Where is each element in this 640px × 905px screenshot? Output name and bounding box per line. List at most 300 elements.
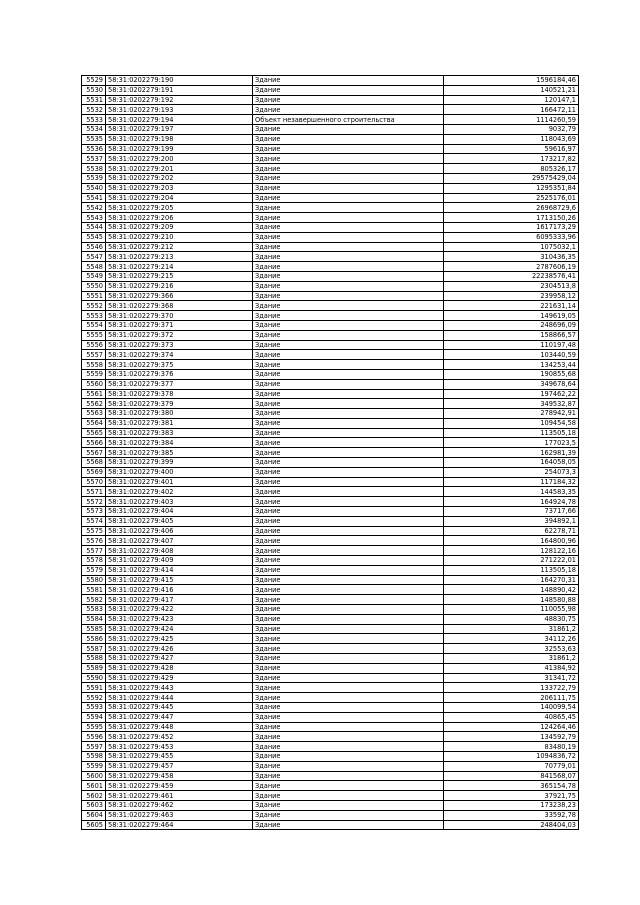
table-row	[82, 712, 579, 722]
cadastral-number: 58:31:0202279:400	[106, 467, 253, 477]
cadastral-value: 31861,2	[444, 624, 579, 634]
cadastral-value: 70779,01	[444, 761, 579, 771]
table-row	[82, 320, 579, 330]
cadastral-value: 120147,1	[444, 95, 579, 105]
cadastral-number: 58:31:0202279:407	[106, 536, 253, 546]
row-number: 5571	[82, 487, 106, 497]
cadastral-value: 173238,23	[444, 800, 579, 810]
object-type: Здание	[253, 448, 444, 458]
table-row	[82, 673, 579, 683]
object-type: Здание	[253, 193, 444, 203]
cadastral-number: 58:31:0202279:191	[106, 85, 253, 95]
row-number: 5580	[82, 575, 106, 585]
cadastral-number: 58:31:0202279:409	[106, 556, 253, 566]
cadastral-number: 58:31:0202279:381	[106, 418, 253, 428]
object-type: Здание	[253, 467, 444, 477]
cadastral-value: 158866,57	[444, 330, 579, 340]
cadastral-number: 58:31:0202279:429	[106, 673, 253, 683]
table-row	[82, 458, 579, 468]
cadastral-value-table	[81, 75, 579, 830]
cadastral-number: 58:31:0202279:370	[106, 311, 253, 321]
table-row	[82, 213, 579, 223]
table-row	[82, 242, 579, 252]
cadastral-value: 62278,71	[444, 526, 579, 536]
table-row	[82, 389, 579, 399]
cadastral-value: 134253,44	[444, 360, 579, 370]
table-row	[82, 203, 579, 213]
row-number: 5584	[82, 614, 106, 624]
table-row	[82, 820, 579, 830]
table-row	[82, 330, 579, 340]
object-type: Здание	[253, 311, 444, 321]
cadastral-number: 58:31:0202279:453	[106, 742, 253, 752]
table-row	[82, 683, 579, 693]
table-row	[82, 379, 579, 389]
cadastral-value: 134592,79	[444, 732, 579, 742]
cadastral-number: 58:31:0202279:459	[106, 781, 253, 791]
object-type: Здание	[253, 507, 444, 517]
table-row	[82, 369, 579, 379]
table-row	[82, 565, 579, 575]
cadastral-number: 58:31:0202279:377	[106, 379, 253, 389]
cadastral-number: 58:31:0202279:425	[106, 634, 253, 644]
cadastral-value: 1114260,59	[444, 115, 579, 125]
row-number: 5578	[82, 556, 106, 566]
object-type: Здание	[253, 360, 444, 370]
row-number: 5548	[82, 262, 106, 272]
cadastral-value: 805326,17	[444, 164, 579, 174]
row-number: 5553	[82, 311, 106, 321]
row-number: 5536	[82, 144, 106, 154]
object-type: Здание	[253, 418, 444, 428]
table-row	[82, 771, 579, 781]
object-type: Здание	[253, 820, 444, 830]
table-row	[82, 301, 579, 311]
cadastral-value: 83480,19	[444, 742, 579, 752]
object-type: Здание	[253, 183, 444, 193]
cadastral-value: 33592,78	[444, 810, 579, 820]
cadastral-value: 271222,01	[444, 556, 579, 566]
row-number: 5593	[82, 703, 106, 713]
cadastral-value: 29575429,04	[444, 173, 579, 183]
row-number: 5586	[82, 634, 106, 644]
row-number: 5579	[82, 565, 106, 575]
cadastral-value: 148890,42	[444, 585, 579, 595]
row-number: 5583	[82, 605, 106, 615]
cadastral-value: 118043,69	[444, 134, 579, 144]
cadastral-value: 128122,16	[444, 546, 579, 556]
object-type: Здание	[253, 605, 444, 615]
row-number: 5543	[82, 213, 106, 223]
row-number: 5591	[82, 683, 106, 693]
cadastral-number: 58:31:0202279:461	[106, 791, 253, 801]
cadastral-number: 58:31:0202279:198	[106, 134, 253, 144]
object-type: Здание	[253, 134, 444, 144]
cadastral-number: 58:31:0202279:379	[106, 399, 253, 409]
cadastral-number: 58:31:0202279:448	[106, 722, 253, 732]
row-number: 5546	[82, 242, 106, 252]
cadastral-number: 58:31:0202279:216	[106, 281, 253, 291]
object-type: Здание	[253, 477, 444, 487]
cadastral-number: 58:31:0202279:428	[106, 663, 253, 673]
row-number: 5534	[82, 124, 106, 134]
cadastral-value: 9032,79	[444, 124, 579, 134]
cadastral-value: 349678,64	[444, 379, 579, 389]
table-row	[82, 232, 579, 242]
row-number: 5547	[82, 252, 106, 262]
cadastral-number: 58:31:0202279:444	[106, 693, 253, 703]
table-row	[82, 654, 579, 664]
table-row	[82, 311, 579, 321]
cadastral-number: 58:31:0202279:452	[106, 732, 253, 742]
object-type: Здание	[253, 497, 444, 507]
object-type: Здание	[253, 242, 444, 252]
object-type: Здание	[253, 575, 444, 585]
object-type: Здание	[253, 213, 444, 223]
cadastral-value: 148580,88	[444, 595, 579, 605]
cadastral-value: 206111,75	[444, 693, 579, 703]
cadastral-number: 58:31:0202279:374	[106, 350, 253, 360]
object-type: Здание	[253, 614, 444, 624]
row-number: 5532	[82, 105, 106, 115]
cadastral-value: 1596184,46	[444, 76, 579, 86]
row-number: 5559	[82, 369, 106, 379]
cadastral-value: 1617173,29	[444, 222, 579, 232]
cadastral-value: 164924,78	[444, 497, 579, 507]
object-type: Здание	[253, 281, 444, 291]
object-type: Здание	[253, 340, 444, 350]
table-row	[82, 781, 579, 791]
table-row	[82, 154, 579, 164]
cadastral-value: 133722,79	[444, 683, 579, 693]
cadastral-number: 58:31:0202279:380	[106, 409, 253, 419]
cadastral-number: 58:31:0202279:424	[106, 624, 253, 634]
row-number: 5605	[82, 820, 106, 830]
object-type: Здание	[253, 95, 444, 105]
cadastral-number: 58:31:0202279:402	[106, 487, 253, 497]
cadastral-value: 248404,03	[444, 820, 579, 830]
cadastral-value: 841568,07	[444, 771, 579, 781]
cadastral-number: 58:31:0202279:415	[106, 575, 253, 585]
cadastral-number: 58:31:0202279:405	[106, 516, 253, 526]
cadastral-value: 31861,2	[444, 654, 579, 664]
cadastral-number: 58:31:0202279:205	[106, 203, 253, 213]
cadastral-number: 58:31:0202279:385	[106, 448, 253, 458]
object-type: Здание	[253, 105, 444, 115]
object-type: Здание	[253, 673, 444, 683]
cadastral-number: 58:31:0202279:384	[106, 438, 253, 448]
cadastral-value: 149619,05	[444, 311, 579, 321]
table-row	[82, 761, 579, 771]
cadastral-value: 117184,32	[444, 477, 579, 487]
cadastral-value: 59616,97	[444, 144, 579, 154]
object-type: Здание	[253, 624, 444, 634]
object-type: Здание	[253, 742, 444, 752]
object-type: Здание	[253, 761, 444, 771]
cadastral-number: 58:31:0202279:197	[106, 124, 253, 134]
object-type: Здание	[253, 634, 444, 644]
cadastral-value: 164800,96	[444, 536, 579, 546]
table-row	[82, 693, 579, 703]
object-type: Здание	[253, 252, 444, 262]
table-row	[82, 800, 579, 810]
cadastral-number: 58:31:0202279:206	[106, 213, 253, 223]
object-type: Здание	[253, 693, 444, 703]
cadastral-number: 58:31:0202279:417	[106, 595, 253, 605]
object-type: Здание	[253, 379, 444, 389]
cadastral-value: 310436,35	[444, 252, 579, 262]
cadastral-number: 58:31:0202279:416	[106, 585, 253, 595]
cadastral-value: 349532,87	[444, 399, 579, 409]
object-type: Здание	[253, 164, 444, 174]
row-number: 5602	[82, 791, 106, 801]
cadastral-number: 58:31:0202279:215	[106, 271, 253, 281]
table-row	[82, 467, 579, 477]
table-row	[82, 281, 579, 291]
row-number: 5545	[82, 232, 106, 242]
cadastral-value: 113505,18	[444, 565, 579, 575]
cadastral-number: 58:31:0202279:210	[106, 232, 253, 242]
table-row	[82, 438, 579, 448]
cadastral-value: 48830,75	[444, 614, 579, 624]
cadastral-value: 365154,78	[444, 781, 579, 791]
cadastral-value: 2525176,01	[444, 193, 579, 203]
table-row	[82, 624, 579, 634]
cadastral-number: 58:31:0202279:192	[106, 95, 253, 105]
cadastral-number: 58:31:0202279:383	[106, 428, 253, 438]
table-row	[82, 634, 579, 644]
cadastral-value: 221631,14	[444, 301, 579, 311]
table-row	[82, 791, 579, 801]
object-type: Здание	[253, 791, 444, 801]
cadastral-number: 58:31:0202279:401	[106, 477, 253, 487]
object-type: Здание	[253, 556, 444, 566]
cadastral-value: 1295351,84	[444, 183, 579, 193]
object-type: Здание	[253, 173, 444, 183]
row-number: 5594	[82, 712, 106, 722]
cadastral-number: 58:31:0202279:371	[106, 320, 253, 330]
cadastral-value: 239958,12	[444, 291, 579, 301]
cadastral-value: 41384,92	[444, 663, 579, 673]
row-number: 5581	[82, 585, 106, 595]
object-type: Здание	[253, 703, 444, 713]
object-type: Здание	[253, 810, 444, 820]
object-type: Здание	[253, 546, 444, 556]
cadastral-value: 162981,39	[444, 448, 579, 458]
table-row	[82, 516, 579, 526]
cadastral-value: 109454,58	[444, 418, 579, 428]
row-number: 5551	[82, 291, 106, 301]
row-number: 5531	[82, 95, 106, 105]
row-number: 5544	[82, 222, 106, 232]
cadastral-number: 58:31:0202279:202	[106, 173, 253, 183]
table-row	[82, 477, 579, 487]
table-row	[82, 360, 579, 370]
object-type: Здание	[253, 262, 444, 272]
cadastral-value: 2787606,19	[444, 262, 579, 272]
cadastral-number: 58:31:0202279:455	[106, 751, 253, 761]
cadastral-value: 113505,18	[444, 428, 579, 438]
cadastral-number: 58:31:0202279:209	[106, 222, 253, 232]
table-row	[82, 810, 579, 820]
cadastral-value: 278942,91	[444, 409, 579, 419]
cadastral-value: 1713150,26	[444, 213, 579, 223]
cadastral-number: 58:31:0202279:458	[106, 771, 253, 781]
cadastral-value: 31341,72	[444, 673, 579, 683]
cadastral-number: 58:31:0202279:462	[106, 800, 253, 810]
row-number: 5589	[82, 663, 106, 673]
row-number: 5570	[82, 477, 106, 487]
cadastral-value: 34112,26	[444, 634, 579, 644]
cadastral-number: 58:31:0202279:443	[106, 683, 253, 693]
table-row	[82, 183, 579, 193]
cadastral-value: 37921,75	[444, 791, 579, 801]
cadastral-number: 58:31:0202279:399	[106, 458, 253, 468]
cadastral-value: 140521,21	[444, 85, 579, 95]
row-number: 5577	[82, 546, 106, 556]
table-row	[82, 575, 579, 585]
table-row	[82, 418, 579, 428]
cadastral-value: 26968729,6	[444, 203, 579, 213]
cadastral-number: 58:31:0202279:199	[106, 144, 253, 154]
row-number: 5564	[82, 418, 106, 428]
row-number: 5554	[82, 320, 106, 330]
row-number: 5552	[82, 301, 106, 311]
object-type: Здание	[253, 369, 444, 379]
cadastral-number: 58:31:0202279:422	[106, 605, 253, 615]
row-number: 5529	[82, 76, 106, 86]
cadastral-value: 103440,59	[444, 350, 579, 360]
table-row	[82, 134, 579, 144]
row-number: 5542	[82, 203, 106, 213]
table-row	[82, 124, 579, 134]
table-body	[82, 76, 579, 830]
table-row	[82, 536, 579, 546]
cadastral-number: 58:31:0202279:378	[106, 389, 253, 399]
cadastral-number: 58:31:0202279:212	[106, 242, 253, 252]
row-number: 5560	[82, 379, 106, 389]
row-number: 5574	[82, 516, 106, 526]
row-number: 5572	[82, 497, 106, 507]
cadastral-number: 58:31:0202279:372	[106, 330, 253, 340]
cadastral-value: 173217,82	[444, 154, 579, 164]
row-number: 5573	[82, 507, 106, 517]
object-type: Здание	[253, 751, 444, 761]
object-type: Здание	[253, 781, 444, 791]
table-row	[82, 193, 579, 203]
table-row	[82, 585, 579, 595]
cadastral-value: 22238576,41	[444, 271, 579, 281]
object-type: Здание	[253, 203, 444, 213]
row-number: 5585	[82, 624, 106, 634]
row-number: 5590	[82, 673, 106, 683]
cadastral-number: 58:31:0202279:375	[106, 360, 253, 370]
row-number: 5538	[82, 164, 106, 174]
table-row	[82, 732, 579, 742]
row-number: 5540	[82, 183, 106, 193]
row-number: 5549	[82, 271, 106, 281]
cadastral-value: 394892,1	[444, 516, 579, 526]
row-number: 5597	[82, 742, 106, 752]
object-type: Здание	[253, 683, 444, 693]
cadastral-value: 164058,05	[444, 458, 579, 468]
table-row	[82, 409, 579, 419]
cadastral-value: 40865,45	[444, 712, 579, 722]
table-row	[82, 164, 579, 174]
row-number: 5558	[82, 360, 106, 370]
table-row	[82, 497, 579, 507]
cadastral-value: 164270,31	[444, 575, 579, 585]
row-number: 5576	[82, 536, 106, 546]
cadastral-value: 144583,35	[444, 487, 579, 497]
table-row	[82, 751, 579, 761]
cadastral-number: 58:31:0202279:193	[106, 105, 253, 115]
table-row	[82, 76, 579, 86]
cadastral-value: 110055,98	[444, 605, 579, 615]
row-number: 5556	[82, 340, 106, 350]
object-type: Здание	[253, 428, 444, 438]
cadastral-number: 58:31:0202279:204	[106, 193, 253, 203]
table-row	[82, 722, 579, 732]
cadastral-number: 58:31:0202279:200	[106, 154, 253, 164]
object-type: Объект незавершенного строительства	[253, 115, 444, 125]
object-type: Здание	[253, 76, 444, 86]
table-row	[82, 340, 579, 350]
cadastral-number: 58:31:0202279:463	[106, 810, 253, 820]
object-type: Здание	[253, 585, 444, 595]
table-row	[82, 742, 579, 752]
row-number: 5539	[82, 173, 106, 183]
row-number: 5603	[82, 800, 106, 810]
object-type: Здание	[253, 595, 444, 605]
cadastral-number: 58:31:0202279:368	[106, 301, 253, 311]
object-type: Здание	[253, 330, 444, 340]
row-number: 5567	[82, 448, 106, 458]
row-number: 5565	[82, 428, 106, 438]
object-type: Здание	[253, 124, 444, 134]
cadastral-value: 190855,68	[444, 369, 579, 379]
row-number: 5575	[82, 526, 106, 536]
row-number: 5568	[82, 458, 106, 468]
row-number: 5555	[82, 330, 106, 340]
row-number: 5604	[82, 810, 106, 820]
table-row	[82, 144, 579, 154]
object-type: Здание	[253, 232, 444, 242]
object-type: Здание	[253, 271, 444, 281]
cadastral-number: 58:31:0202279:406	[106, 526, 253, 536]
object-type: Здание	[253, 663, 444, 673]
table-row	[82, 595, 579, 605]
row-number: 5550	[82, 281, 106, 291]
cadastral-value: 197462,22	[444, 389, 579, 399]
object-type: Здание	[253, 654, 444, 664]
table-row	[82, 556, 579, 566]
object-type: Здание	[253, 458, 444, 468]
object-type: Здание	[253, 644, 444, 654]
table-row	[82, 644, 579, 654]
row-number: 5535	[82, 134, 106, 144]
object-type: Здание	[253, 516, 444, 526]
table-row	[82, 703, 579, 713]
cadastral-value: 73717,66	[444, 507, 579, 517]
row-number: 5537	[82, 154, 106, 164]
row-number: 5592	[82, 693, 106, 703]
cadastral-value: 248696,09	[444, 320, 579, 330]
row-number: 5557	[82, 350, 106, 360]
object-type: Здание	[253, 536, 444, 546]
table-row	[82, 663, 579, 673]
row-number: 5561	[82, 389, 106, 399]
